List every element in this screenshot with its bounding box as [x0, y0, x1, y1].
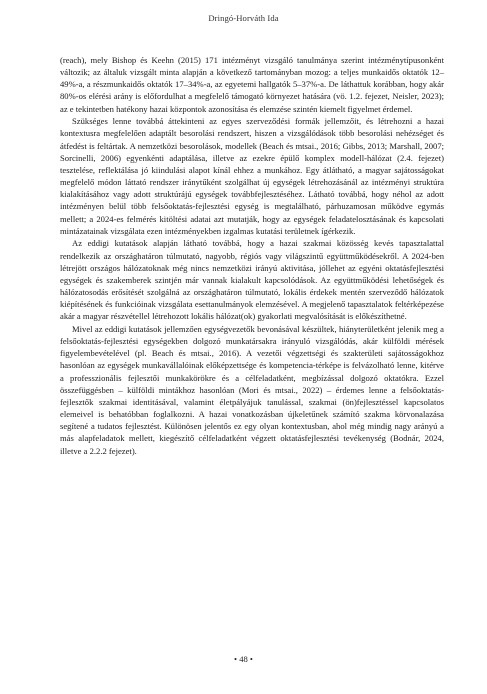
paragraph-3: Az eddigi kutatások alapján látható továbbá, hogy a hazai szakmai közösség kevés tapasztalattal rendelkezik az országhatáron túlmutató, nagyobb, régiós vagy világszintű együttműködésekről. A 2024-ben létrejött országos hálózatoknak még nincs nemzetközi irányú aktivitása, jóllehet az egyéni oktatásfejlesztési egységek és szakemberek szintjén már vannak kialakult kapcsolódások. Az együttműködési lehetőségek és hálózatosodás erősítését szolgálná az országhatáron túlmutató, lokális érdekek mentén szerveződő hálózatok kiépítésének és funkcióinak vizsgálata esettanulmányok elemzésével. A megjelenő tapasztalatok feltérképezése akár a magyar részvétellel létrehozott lokális hálózat(ok) gyakorlati megvalósítását is előkészíthetné.	[60, 238, 444, 322]
paragraph-1: (reach), mely Bishop és Keehn (2015) 171 intézményt vizsgáló tanulmánya szerint intézménytípusonként változik; az általuk vizsgált minta alapján a következő tartományban mozog: a teljes munkaidős oktatók 12–49%-a, a részmunkaidős oktatók 17–34%-a, az egyetemi hallgatók 5–37%-a. De láthattuk korábban, hogy akár 80%-os elérési arány is előfordulhat a megfelelő támogató környezet hatására (vö. 1.2. fejezet, Neisler, 2023); az e tekintetben hatékony hazai központok azonosítása és elemzése szintén kiemelt figyelmet érdemel.	[60, 55, 444, 114]
body-text	[60, 54, 444, 457]
page-number: • 48 •	[234, 654, 253, 664]
running-head: Dringó-Horváth Ida	[208, 13, 279, 23]
paragraph-2: Szükséges lenne továbbá áttekinteni az egyes szerveződési formák jellemzőit, és létrehozni a hazai kontextusra megfelelően adaptált besorolási rendszert, hiszen a vizsgálódások több besorolási nehézséget és átfedést is feltártak. A nemzetközi besorolások, modellek (Beach és mtsai., 2016; Gibbs, 2013; Marshall, 2007; Sorcinelli, 2006) egyenkénti adaptálása, illetve az ezekre épülő komplex modell-hálózat (2.4. fejezet) tesztelése, reflektálása jó kiindulási alapot kínál ehhez a munkához. Egy átlátható, a magyar sajátosságokat megfelelő módon láttató rendszer iránytűként szolgálhat új egységek létrehozásánál az intézményi struktúra kialakításához vagy adott struktúrájú egységek továbbfejlesztéséhez. Látható továbbá, hogy néhol az adott intézményen belül több felsőoktatás-fejlesztési egység is megtalálható, párhuzamosan működve egymás mellett; a 2024-es felmérés kitöltési adatai azt mutatják, hogy az egységek feladatelosztásának és kapcsolati mintázatainak vizsgálata ezen intézményekben izgalmas kutatási területnek ígérkezik.	[60, 116, 444, 236]
paragraph-4: Mivel az eddigi kutatások jellemzően egységvezetők bevonásával készültek, hiányterületként jelenik meg a felsőoktatás-fejlesztési egységekben dolgozó munkatársakra irányuló vizsgálódás, akár külföldi mérések figyelembevételével (pl. Beach és mtsai., 2016). A vezetői végzettségi és szakterületi sajátosságokhoz hasonlóan az egységek munkavállalóinak előképzettsége és kompetencia-térképe is felvázolható lenne, kitérve a professzionális fejlesztői munkakörökre és a célfeladatként, megbízással dolgozó oktatókra. Ezzel összefüggésben – külföldi mintákhoz hasonlóan (Mori és mtsai., 2022) – érdemes lenne a felsőoktatás-fejlesztők szakmai identitásával, valamint életpályájuk tanulással, szakmai (ön)fejlesztéssel kapcsolatos elemeivel is behatóbban foglalkozni. A hazai vonatkozásban újkeletűnek számító szakma körvonalazása segítené a tudatos fejlesztést. Különösen jelentős ez egy olyan kontextusban, ahol még mindig nagy arányú a más alapfeladatok mellett, kiegészítő célfeladatként végzett oktatásfejlesztési tevékenység (Bodnár, 2024, illetve a 2.2.2 fejezet).	[60, 323, 444, 456]
